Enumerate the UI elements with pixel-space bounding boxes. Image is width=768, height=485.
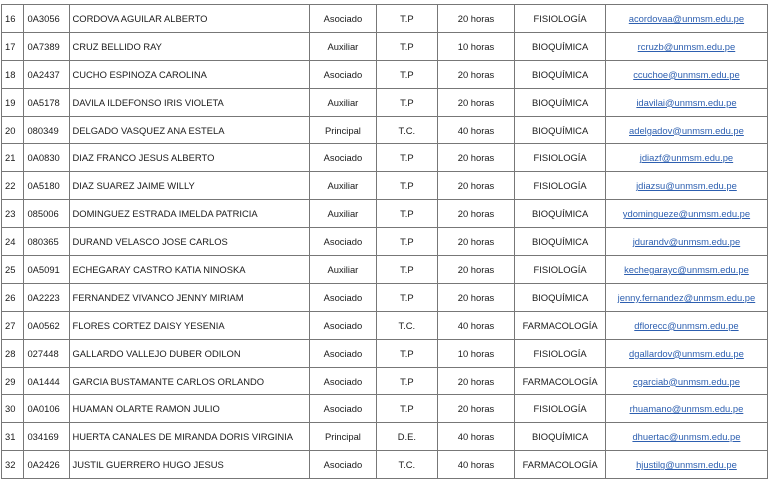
category-cell: Asociado xyxy=(309,283,376,311)
weekly-hours-cell: 20 horas xyxy=(437,200,515,228)
faculty-table xyxy=(1,4,768,479)
department-cell: FARMACOLOGÍA xyxy=(515,451,606,479)
email-link[interactable]: hjustilg@unmsm.edu.pe xyxy=(636,459,737,471)
email-link[interactable]: jdiazf@unmsm.edu.pe xyxy=(639,152,734,164)
department-cell: BIOQUÍMICA xyxy=(515,423,606,451)
table-row xyxy=(2,200,768,228)
category-cell: Auxiliar xyxy=(309,256,376,284)
table-row xyxy=(2,88,768,116)
row-number-cell: 30 xyxy=(2,395,24,423)
weekly-hours-cell: 40 horas xyxy=(437,423,515,451)
department-cell: BIOQUÍMICA xyxy=(515,228,606,256)
teacher-code-cell: 0A0830 xyxy=(24,144,69,172)
category-cell: Asociado xyxy=(309,228,376,256)
teacher-code-cell: 0A5180 xyxy=(24,172,69,200)
teacher-code-cell: 027448 xyxy=(24,339,69,367)
dedication-cell: T.C. xyxy=(376,116,437,144)
weekly-hours-cell: 20 horas xyxy=(437,88,515,116)
dedication-cell: T.P xyxy=(376,367,437,395)
teacher-name-cell: DIAZ SUAREZ JAIME WILLY xyxy=(69,172,309,200)
weekly-hours-cell: 20 horas xyxy=(437,60,515,88)
row-number-cell: 23 xyxy=(2,200,24,228)
table-row xyxy=(2,116,768,144)
category-cell: Asociado xyxy=(309,339,376,367)
teacher-code-cell: 080349 xyxy=(24,116,69,144)
table-row xyxy=(2,283,768,311)
row-number-cell: 19 xyxy=(2,88,24,116)
email-link[interactable]: dhuertac@unmsm.edu.pe xyxy=(632,431,741,443)
email-link[interactable]: ydominguezе@unmsm.edu.pe xyxy=(622,208,751,220)
email-link[interactable]: idavilai@unmsm.edu.pe xyxy=(636,96,737,108)
department-cell: FISIOLOGÍA xyxy=(515,144,606,172)
table-row xyxy=(2,367,768,395)
department-cell: BIOQUÍMICA xyxy=(515,200,606,228)
weekly-hours-cell: 20 horas xyxy=(437,256,515,284)
category-cell: Principal xyxy=(309,116,376,144)
category-cell: Asociado xyxy=(309,451,376,479)
teacher-code-cell: 0A3056 xyxy=(24,5,69,33)
email-link[interactable]: ccuchoe@unmsm.edu.pe xyxy=(633,68,740,80)
email-link[interactable]: dflorесc@unmsm.edu.pe xyxy=(634,319,739,331)
row-number-cell: 17 xyxy=(2,32,24,60)
category-cell: Auxiliar xyxy=(309,172,376,200)
category-cell: Asociado xyxy=(309,367,376,395)
teacher-name-cell: GALLARDO VALLEJO DUBER ODILON xyxy=(69,339,309,367)
teacher-name-cell: HUERTA CANALES DE MIRANDA DORIS VIRGINIA xyxy=(69,423,309,451)
category-cell: Asociado xyxy=(309,60,376,88)
dedication-cell: D.E. xyxy=(376,423,437,451)
weekly-hours-cell: 10 horas xyxy=(437,339,515,367)
dedication-cell: T.P xyxy=(376,172,437,200)
row-number-cell: 32 xyxy=(2,451,24,479)
email-link-cell xyxy=(605,5,767,33)
teacher-name-cell: CUCHO ESPINOZA CAROLINA xyxy=(69,60,309,88)
email-link-cell xyxy=(605,451,767,479)
category-cell: Auxiliar xyxy=(309,88,376,116)
department-cell: BIOQUÍMICA xyxy=(515,32,606,60)
teacher-code-cell: 0A5091 xyxy=(24,256,69,284)
teacher-name-cell: JUSTIL GUERRERO HUGO JESUS xyxy=(69,451,309,479)
teacher-name-cell: DIAZ FRANCO JESUS ALBERTO xyxy=(69,144,309,172)
teacher-name-cell: FLORES CORTEZ DAISY YESENIA xyxy=(69,311,309,339)
weekly-hours-cell: 20 horas xyxy=(437,395,515,423)
email-link-cell xyxy=(605,200,767,228)
teacher-code-cell: 034169 xyxy=(24,423,69,451)
teacher-code-cell: 0A5178 xyxy=(24,88,69,116)
department-cell: BIOQUÍMICA xyxy=(515,88,606,116)
dedication-cell: T.P xyxy=(376,283,437,311)
email-link-cell xyxy=(605,311,767,339)
dedication-cell: T.P xyxy=(376,395,437,423)
table-row xyxy=(2,311,768,339)
email-link-cell xyxy=(605,144,767,172)
table-row xyxy=(2,451,768,479)
email-link[interactable]: jdurandv@unmsm.edu.pe xyxy=(632,236,741,248)
email-link-cell xyxy=(605,60,767,88)
row-number-cell: 22 xyxy=(2,172,24,200)
dedication-cell: T.P xyxy=(376,228,437,256)
table-row xyxy=(2,339,768,367)
teacher-name-cell: DELGADO VASQUEZ ANA ESTELA xyxy=(69,116,309,144)
department-cell: FISIOLOGÍA xyxy=(515,395,606,423)
department-cell: FISIOLOGÍA xyxy=(515,5,606,33)
teacher-code-cell: 080365 xyxy=(24,228,69,256)
weekly-hours-cell: 40 horas xyxy=(437,451,515,479)
category-cell: Asociado xyxy=(309,395,376,423)
category-cell: Asociado xyxy=(309,311,376,339)
dedication-cell: T.P xyxy=(376,256,437,284)
row-number-cell: 26 xyxy=(2,283,24,311)
category-cell: Asociado xyxy=(309,144,376,172)
email-link-cell xyxy=(605,283,767,311)
email-link-cell xyxy=(605,172,767,200)
teacher-code-cell: 0A1444 xyxy=(24,367,69,395)
table-row xyxy=(2,32,768,60)
department-cell: BIOQUÍMICA xyxy=(515,283,606,311)
faculty-table-body xyxy=(2,5,768,479)
category-cell: Auxiliar xyxy=(309,32,376,60)
row-number-cell: 31 xyxy=(2,423,24,451)
table-row xyxy=(2,5,768,33)
table-row xyxy=(2,172,768,200)
weekly-hours-cell: 10 horas xyxy=(437,32,515,60)
email-link[interactable]: cgarciab@unmsm.edu.pe xyxy=(632,375,740,387)
department-cell: BIOQUÍMICA xyxy=(515,60,606,88)
teacher-code-cell: 0A2437 xyxy=(24,60,69,88)
category-cell: Asociado xyxy=(309,5,376,33)
dedication-cell: T.C. xyxy=(376,451,437,479)
email-link-cell xyxy=(605,367,767,395)
teacher-code-cell: 0A2426 xyxy=(24,451,69,479)
table-row xyxy=(2,423,768,451)
teacher-name-cell: DURAND VELASCO JOSE CARLOS xyxy=(69,228,309,256)
weekly-hours-cell: 20 horas xyxy=(437,5,515,33)
teacher-name-cell: GARCIA BUSTAMANTE CARLOS ORLANDO xyxy=(69,367,309,395)
row-number-cell: 25 xyxy=(2,256,24,284)
weekly-hours-cell: 20 horas xyxy=(437,283,515,311)
email-link-cell xyxy=(605,339,767,367)
department-cell: FISIOLOGÍA xyxy=(515,172,606,200)
table-row xyxy=(2,256,768,284)
dedication-cell: T.P xyxy=(376,339,437,367)
email-link-cell xyxy=(605,423,767,451)
teacher-code-cell: 0A2223 xyxy=(24,283,69,311)
row-number-cell: 28 xyxy=(2,339,24,367)
email-link[interactable]: rcruzb@unmsm.edu.pe xyxy=(637,40,736,52)
email-link[interactable]: adelgadov@unmsm.edu.pe xyxy=(629,124,744,136)
teacher-code-cell: 0A0562 xyxy=(24,311,69,339)
dedication-cell: T.P xyxy=(376,32,437,60)
department-cell: FISIOLOGÍA xyxy=(515,256,606,284)
table-row xyxy=(2,60,768,88)
department-cell: FARMACOLOGÍA xyxy=(515,311,606,339)
email-link[interactable]: kechegarayc@unmsm.edu.pe xyxy=(624,263,749,275)
weekly-hours-cell: 40 horas xyxy=(437,116,515,144)
row-number-cell: 21 xyxy=(2,144,24,172)
email-link-cell xyxy=(605,395,767,423)
department-cell: FISIOLOGÍA xyxy=(515,339,606,367)
table-row xyxy=(2,395,768,423)
email-link-cell xyxy=(605,32,767,60)
dedication-cell: T.P xyxy=(376,5,437,33)
email-link[interactable]: jdiazsu@unmsm.edu.pe xyxy=(636,180,737,192)
teacher-name-cell: FERNANDEZ VIVANCO JENNY MIRIAM xyxy=(69,283,309,311)
department-cell: BIOQUÍMICA xyxy=(515,116,606,144)
email-link-cell xyxy=(605,256,767,284)
dedication-cell: T.P xyxy=(376,88,437,116)
category-cell: Auxiliar xyxy=(309,200,376,228)
weekly-hours-cell: 20 horas xyxy=(437,144,515,172)
teacher-code-cell: 0A7389 xyxy=(24,32,69,60)
category-cell: Principal xyxy=(309,423,376,451)
dedication-cell: T.C. xyxy=(376,311,437,339)
teacher-code-cell: 0A0106 xyxy=(24,395,69,423)
teacher-name-cell: DAVILA ILDEFONSO IRIS VIOLETA xyxy=(69,88,309,116)
row-number-cell: 24 xyxy=(2,228,24,256)
weekly-hours-cell: 20 horas xyxy=(437,172,515,200)
email-link[interactable]: rhuamano@unmsm.edu.pe xyxy=(629,403,744,415)
weekly-hours-cell: 20 horas xyxy=(437,367,515,395)
teacher-name-cell: DOMINGUEZ ESTRADA IMELDA PATRICIA xyxy=(69,200,309,228)
email-link-cell xyxy=(605,88,767,116)
teacher-name-cell: CORDOVA AGUILAR ALBERTO xyxy=(69,5,309,33)
row-number-cell: 18 xyxy=(2,60,24,88)
email-link-cell xyxy=(605,228,767,256)
dedication-cell: T.P xyxy=(376,200,437,228)
email-link-cell xyxy=(605,116,767,144)
department-cell: FARMACOLOGÍA xyxy=(515,367,606,395)
row-number-cell: 20 xyxy=(2,116,24,144)
row-number-cell: 27 xyxy=(2,311,24,339)
email-link[interactable]: acordovaa@unmsm.edu.pe xyxy=(628,12,745,24)
row-number-cell: 29 xyxy=(2,367,24,395)
row-number-cell: 16 xyxy=(2,5,24,33)
email-link[interactable]: dgallardov@unmsm.edu.pe xyxy=(629,347,744,359)
teacher-name-cell: HUAMAN OLARTE RAMON JULIO xyxy=(69,395,309,423)
table-row xyxy=(2,144,768,172)
email-link[interactable]: jenny.fernandez@unmsm.edu.pe xyxy=(617,291,756,303)
dedication-cell: T.P xyxy=(376,144,437,172)
table-row xyxy=(2,228,768,256)
teacher-name-cell: ECHEGARAY CASTRO KATIA NINOSKA xyxy=(69,256,309,284)
weekly-hours-cell: 40 horas xyxy=(437,311,515,339)
weekly-hours-cell: 20 horas xyxy=(437,228,515,256)
teacher-code-cell: 085006 xyxy=(24,200,69,228)
teacher-name-cell: CRUZ BELLIDO RAY xyxy=(69,32,309,60)
dedication-cell: T.P xyxy=(376,60,437,88)
